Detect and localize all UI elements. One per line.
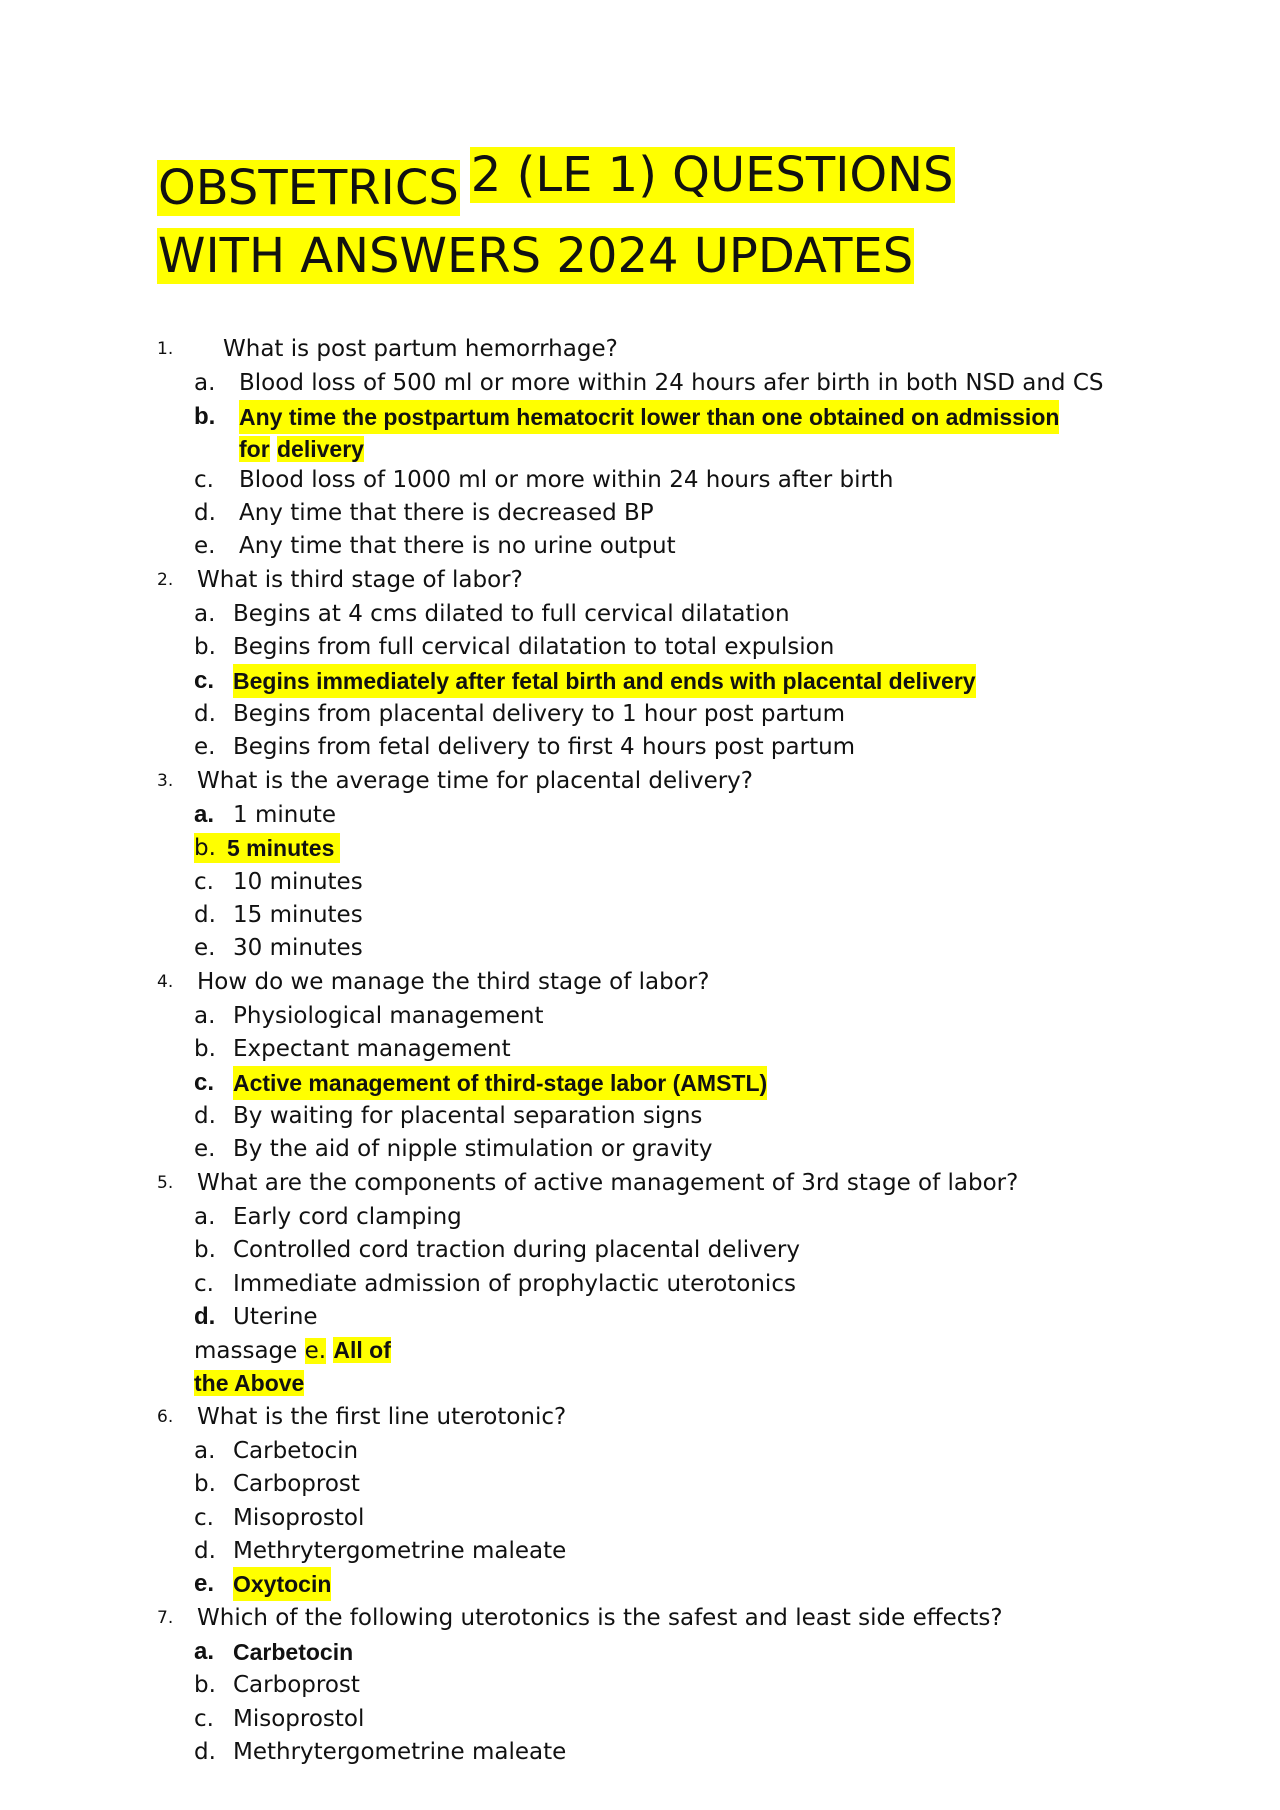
option-letter: e. — [304, 1338, 327, 1364]
option-text: Blood loss of 500 ml or more within 24 hours afer birth in both NSD and CS — [239, 370, 1104, 396]
option-letter: c. — [194, 467, 214, 493]
option-letter: a. — [194, 1003, 216, 1029]
title-line-1 — [157, 147, 955, 226]
option-text: 1 minute — [233, 802, 337, 828]
option-letter: c. — [194, 1505, 214, 1531]
option-letter: c. — [194, 1069, 215, 1096]
option-text: Methrytergometrine maleate — [233, 1538, 567, 1564]
option-text: 5 minutes — [227, 835, 335, 861]
option-letter: d. — [194, 500, 216, 526]
option-letter: b. — [194, 835, 216, 861]
question-text: What is post partum hemorrhage? — [223, 336, 618, 362]
option-letter: a. — [194, 1638, 215, 1665]
option-text: Expectant management — [233, 1036, 511, 1062]
option-text: Begins at 4 cms dilated to full cervical dilatation — [233, 601, 790, 627]
option-text: Uterine — [233, 1304, 318, 1330]
option-text: Misoprostol — [233, 1706, 365, 1732]
option-text: Begins from full cervical dilatation to total expulsion — [233, 634, 835, 660]
option-text: Methrytergometrine maleate — [233, 1739, 567, 1765]
question-number: 5. — [157, 1173, 174, 1193]
option-letter: d. — [194, 1538, 216, 1564]
title-part-right: 2 (LE 1) QUESTIONS — [470, 147, 954, 203]
option-letter: e. — [194, 1570, 215, 1597]
option-text: Immediate admission of prophylactic uterotonics — [233, 1271, 796, 1297]
option-text: Blood loss of 1000 ml or more within 24 hours after birth — [239, 467, 894, 493]
option-letter: e. — [194, 1136, 216, 1162]
question-text: What are the components of active management of 3rd stage of labor? — [197, 1170, 1019, 1196]
option-letter: d. — [194, 902, 216, 928]
question-text: What is the first line uterotonic? — [197, 1404, 567, 1430]
option-text: 10 minutes — [233, 869, 363, 895]
option-text: By the aid of nipple stimulation or gravity — [233, 1136, 713, 1162]
option-text: Carboprost — [233, 1471, 360, 1497]
option-letter: c. — [194, 1706, 214, 1732]
option-text-part: delivery — [276, 436, 364, 462]
option-5d-continued — [194, 1333, 391, 1368]
option-text: 15 minutes — [233, 902, 363, 928]
option-text: 30 minutes — [233, 935, 363, 961]
option-text: Physiological management — [233, 1003, 544, 1029]
question-number: 1. — [157, 339, 174, 359]
option-letter: a. — [194, 1204, 216, 1230]
option-letter: a. — [194, 601, 216, 627]
question-number: 2. — [157, 570, 174, 590]
option-text-part: the Above — [194, 1370, 305, 1396]
question-number: 3. — [157, 771, 174, 791]
option-letter: d. — [194, 1303, 216, 1330]
option-text: Active management of third-stage labor (AMSTL) — [233, 1066, 767, 1100]
option-letter: c. — [194, 667, 215, 694]
question-number: 4. — [157, 972, 174, 992]
option-letter: c. — [194, 869, 214, 895]
option-text: Begins from placental delivery to 1 hour post partum — [233, 701, 846, 727]
option-text: Misoprostol — [233, 1505, 365, 1531]
option-text: Early cord clamping — [233, 1204, 462, 1230]
option-letter: b. — [194, 634, 216, 660]
option-text-part: All of — [333, 1337, 391, 1363]
document-title — [157, 147, 955, 294]
option-letter: b. — [194, 1672, 216, 1698]
title-line-2 — [157, 226, 955, 294]
option-5e-correct — [194, 1366, 304, 1401]
question-text: What is third stage of labor? — [197, 567, 523, 593]
option-text: By waiting for placental separation signs — [233, 1103, 703, 1129]
title-part-line2: WITH ANSWERS 2024 UPDATES — [158, 228, 914, 284]
option-letter: e. — [194, 533, 216, 559]
question-text: How do we manage the third stage of labor? — [197, 969, 710, 995]
option-letter: b. — [194, 1237, 216, 1263]
option-text: Any time that there is decreased BP — [239, 500, 654, 526]
option-text-part: for — [239, 436, 270, 462]
question-number: 6. — [157, 1407, 174, 1427]
title-part-left: OBSTETRICS — [158, 160, 459, 216]
option-letter: d. — [194, 1739, 216, 1765]
option-text: Begins from fetal delivery to first 4 hours post partum — [233, 734, 856, 760]
option-text: Oxytocin — [233, 1567, 331, 1601]
option-text: Begins immediately after fetal birth and ends with placental delivery — [233, 664, 976, 698]
option-letter: b. — [194, 403, 216, 430]
question-text: Which of the following uterotonics is the safest and least side effects? — [197, 1605, 1003, 1631]
question-text: What is the average time for placental delivery? — [197, 768, 753, 794]
question-number: 7. — [157, 1608, 174, 1628]
option-text: Carbetocin — [233, 1438, 359, 1464]
option-letter: b. — [194, 1036, 216, 1062]
option-letter: c. — [194, 1271, 214, 1297]
option-letter: a. — [194, 370, 216, 396]
option-letter: d. — [194, 1103, 216, 1129]
option-letter: e. — [194, 734, 216, 760]
option-letter: a. — [194, 801, 215, 828]
option-letter: a. — [194, 1438, 216, 1464]
option-text: Any time the postpartum hematocrit lower than one obtained on admission — [239, 400, 1059, 434]
option-text: Carbetocin — [233, 1639, 354, 1665]
option-letter: e. — [194, 935, 216, 961]
option-text: Any time that there is no urine output — [239, 533, 676, 559]
option-text: Controlled cord traction during placental delivery — [233, 1237, 800, 1263]
option-letter: d. — [194, 701, 216, 727]
option-text: Carboprost — [233, 1672, 360, 1698]
option-text-part: massage — [194, 1338, 298, 1364]
option-letter: b. — [194, 1471, 216, 1497]
